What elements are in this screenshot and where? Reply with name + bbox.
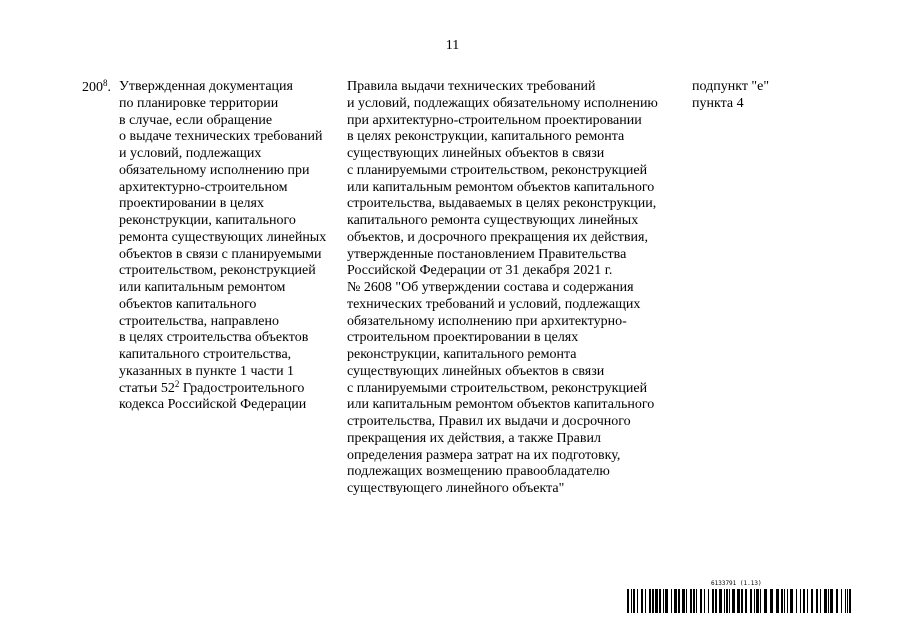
regulation-line: Правила выдачи технических требований — [347, 79, 596, 94]
article-suffix: Градостроительного — [179, 380, 305, 396]
regulation-line: при архитектурно-строительном проектировании — [347, 112, 642, 128]
regulation-line: с планируемыми строительством, реконструкцией — [347, 162, 648, 178]
document-column — [119, 79, 326, 414]
article-superscript: 2 — [174, 378, 180, 389]
regulation-line: или капитальным ремонтом объектов капитального — [347, 397, 655, 413]
page-number: 11 — [445, 38, 460, 53]
regulation-line: с планируемыми строительством, реконструкцией — [347, 380, 648, 396]
regulation-line: и условий, подлежащих обязательному исполнению — [347, 95, 658, 111]
regulation-line: строительства, Правил их выдачи и досрочного — [347, 414, 631, 429]
document-line: и условий, подлежащих — [119, 146, 262, 161]
document-line: реконструкции, капитального — [119, 213, 296, 228]
regulation-line: строительства, выдаваемых в целях реконструкции, — [347, 196, 657, 212]
regulation-line: подлежащих возмещению правообладателю — [347, 464, 610, 480]
document-line: о выдаче технических требований — [119, 129, 323, 145]
reference-line: подпункт "е" — [692, 79, 770, 94]
regulation-line: или капитальным ремонтом объектов капитального — [347, 179, 655, 195]
document-line: Утвержденная документация — [119, 79, 293, 94]
document-line: строительства, направлено — [119, 313, 280, 329]
regulation-line: определения размера затрат на их подготовку, — [347, 447, 621, 463]
regulation-line: технических требований и условий, подлежащих — [347, 296, 641, 312]
barcode-caption: 6133791 (1.13) — [711, 580, 762, 587]
regulation-line: Российской Федерации от 31 декабря 2021 г. — [347, 263, 613, 279]
regulation-line: существующих линейных объектов в связи — [347, 363, 605, 379]
regulation-column — [347, 79, 658, 498]
document-line: объектов капитального — [119, 296, 257, 312]
regulation-line: в целях реконструкции, капитального ремонта — [347, 129, 625, 145]
document-line: обязательному исполнению при — [119, 162, 310, 178]
regulation-line: объектов, и досрочного прекращения их действия, — [347, 229, 648, 245]
document-line: кодекса Российской Федерации — [119, 397, 307, 413]
document-line: в целях строительства объектов — [119, 330, 309, 346]
reference-column — [692, 79, 769, 113]
row-number-superscript: 8 — [103, 78, 108, 88]
document-line-article — [119, 378, 326, 398]
document-line: архитектурно-строительном — [119, 179, 288, 195]
document-line: строительством, реконструкцией — [119, 263, 316, 279]
reference-line: пункта 4 — [692, 95, 744, 111]
row-number-main: 200 — [82, 80, 103, 95]
document-line: капитального строительства, — [119, 347, 292, 362]
article-prefix: статьи 52 — [119, 380, 175, 396]
barcode — [627, 580, 855, 614]
row-number — [82, 79, 111, 96]
document-line: в случае, если обращение — [119, 112, 273, 128]
document-line: указанных в пункте 1 части 1 — [119, 363, 295, 379]
regulation-line: реконструкции, капитального ремонта — [347, 347, 577, 362]
regulation-line: обязательному исполнению при архитектурно- — [347, 313, 627, 329]
regulation-line: прекращения их действия, а также Правил — [347, 430, 601, 446]
regulation-line: строительном проектировании в целях — [347, 330, 579, 346]
regulation-line: существующего линейного объекта" — [347, 481, 565, 496]
document-line: проектировании в целях — [119, 196, 264, 212]
document-line: или капитальным ремонтом — [119, 280, 286, 295]
document-line: по планировке территории — [119, 95, 279, 111]
regulation-line: существующих линейных объектов в связи — [347, 146, 605, 161]
document-line: объектов в связи с планируемыми — [119, 246, 322, 262]
document-line: ремонта существующих линейных — [119, 229, 327, 245]
row-number-period: . — [107, 80, 111, 95]
regulation-line: № 2608 "Об утверждении состава и содержания — [347, 280, 634, 295]
barcode-icon — [627, 589, 855, 613]
regulation-line: капитального ремонта существующих линейных — [347, 213, 639, 228]
regulation-line: утвержденные постановлением Правительства — [347, 246, 627, 262]
